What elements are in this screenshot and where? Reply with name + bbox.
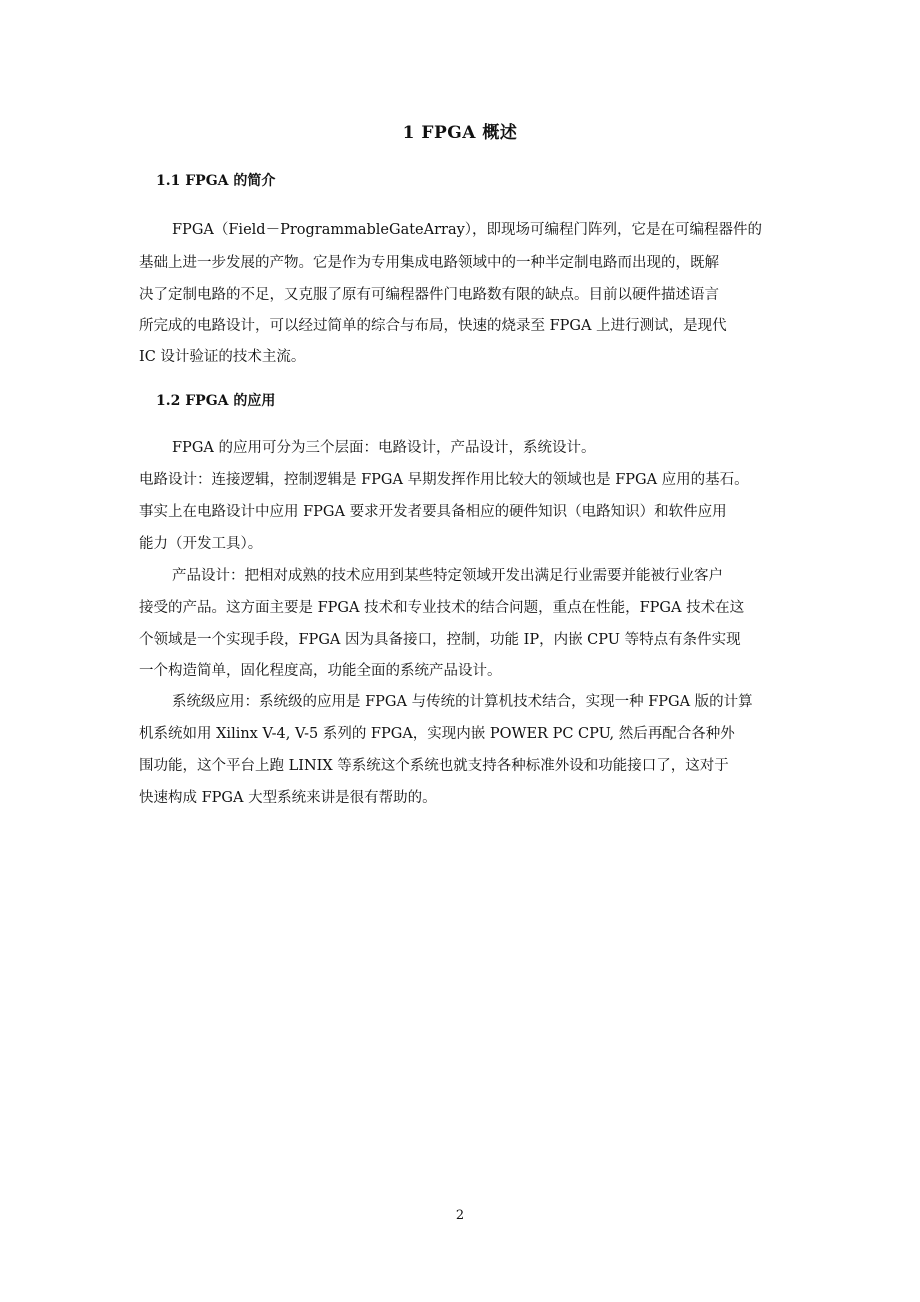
paragraph-line: FPGA 的应用可分为三个层面：电路设计，产品设计，系统设计。: [172, 440, 596, 456]
paragraph-line: 围功能，这个平台上跑 LINIX 等系统这个系统也就支持各种标准外设和功能接口了，这对于: [139, 758, 729, 774]
paragraph-line: FPGA（Field－ProgrammableGateArray），即现场可编程门阵列，它是在可编程器件的: [172, 222, 763, 238]
paragraph-line: 机系统如用 Xilinx V-4, V-5 系列的 FPGA，实现内嵌 POWER PC CPU, 然后再配合各种外: [139, 726, 735, 742]
paragraph-line: 一个构造简单，固化程度高，功能全面的系统产品设计。: [139, 663, 502, 679]
section-heading-1-2: 1.2 FPGA 的应用: [156, 393, 276, 409]
paragraph-line: 所完成的电路设计，可以经过简单的综合与布局，快速的烧录至 FPGA 上进行测试，是现代: [139, 318, 727, 334]
paragraph-line: 决了定制电路的不足，又克服了原有可编程器件门电路数有限的缺点。目前以硬件描述语言: [139, 287, 719, 303]
paragraph-line: 快速构成 FPGA 大型系统来讲是很有帮助的。: [139, 790, 437, 806]
page-number: 2: [455, 1208, 465, 1223]
paragraph-line: 个领域是一个实现手段，FPGA 因为具备接口，控制，功能 IP，内嵌 CPU 等特点有条件实现: [139, 632, 741, 648]
paragraph-line: 产品设计：把相对成熟的技术应用到某些特定领域开发出满足行业需要并能被行业客户: [172, 568, 723, 584]
paragraph-line: 接受的产品。这方面主要是 FPGA 技术和专业技术的结合问题，重点在性能，FPGA 技术在这: [139, 600, 745, 616]
paragraph-line: IC 设计验证的技术主流。: [139, 349, 306, 365]
paragraph-line: 事实上在电路设计中应用 FPGA 要求开发者要具备相应的硬件知识（电路知识）和软件应用: [139, 504, 727, 520]
section-heading-1-1: 1.1 FPGA 的简介: [156, 173, 276, 189]
document-title: 1 FPGA 概述: [402, 123, 518, 143]
paragraph-line: 能力（开发工具）。: [139, 536, 263, 552]
paragraph-line: 系统级应用：系统级的应用是 FPGA 与传统的计算机技术结合，实现一种 FPGA 版的计算: [172, 694, 753, 710]
paragraph-line: 基础上进一步发展的产物。它是作为专用集成电路领域中的一种半定制电路而出现的，既解: [139, 255, 719, 271]
paragraph-line: 电路设计：连接逻辑，控制逻辑是 FPGA 早期发挥作用比较大的领域也是 FPGA 应用的基石。: [139, 472, 749, 488]
